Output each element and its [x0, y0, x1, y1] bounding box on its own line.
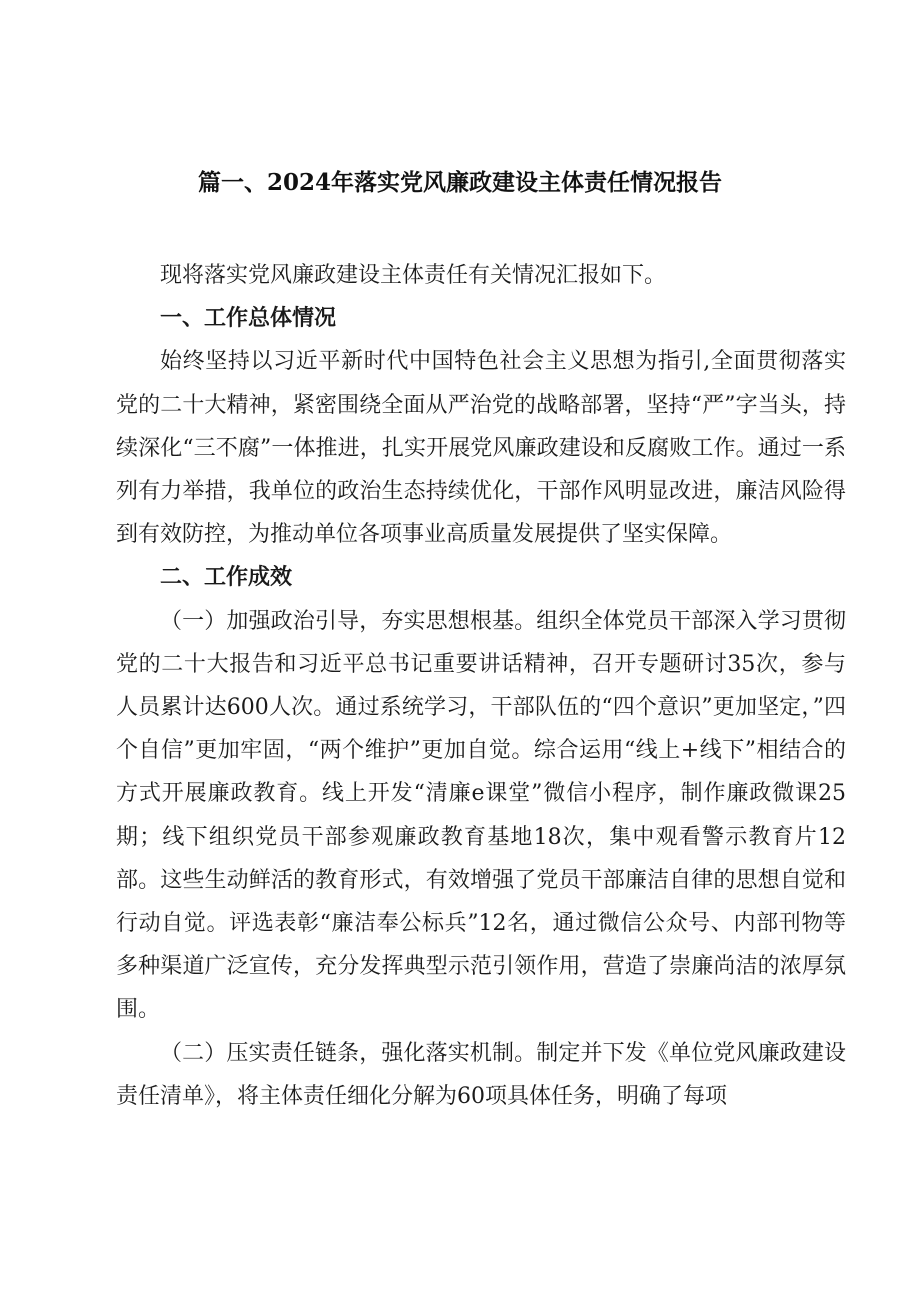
section-heading-results: 二、工作成效 [160, 565, 293, 591]
results-paragraph-2: （二）压实责任链条，强化落实机制。制定并下发《单位党风廉政建设责任清单》，将主体责任细化分解为60项具体任务，明确了每项 [116, 1040, 846, 1109]
section-heading-overview: 一、工作总体情况 [160, 306, 337, 332]
document-body [116, 254, 846, 1118]
overview-paragraph: 始终坚持以习近平新时代中国特色社会主义思想为指引,全面贯彻落实党的二十大精神，紧密围绕全面从严治党的战略部署，坚持“严”字当头，持续深化“三不腐”一体推进，扎实开展党风廉政建设和反腐败工作。通过一系列有力举措，我单位的政治生态持续优化，干部作风明显改进，廉洁风险得到有效防控，为推动单位各项事业高质量发展提供了坚实保障。 [116, 349, 846, 548]
document-title: 篇一、2024年落实党风廉政建设主体责任情况报告 [197, 169, 722, 196]
results-paragraph-1: （一）加强政治引导，夯实思想根基。组织全体党员干部深入学习贯彻党的二十大报告和习近平总书记重要讲话精神，召开专题研讨35次，参与人员累计达600人次。通过系统学习，干部队伍的“四个意识”更加坚定，”四个自信”更加牢固，“两个维护”更加自觉。综合运用“线上+线下”相结合的方式开展廉政教育。线上开发“清廉e课堂”微信小程序，制作廉政微课25期；线下组织党员干部参观廉政教育基地18次，集中观看警示教育片12部。这些生动鲜活的教育形式，有效增强了党员干部廉洁自律的思想自觉和行动自觉。评选表彰“廉洁奉公标兵”12名，通过微信公众号、内部刊物等多种渠道广泛宣传，充分发挥典型示范引领作用，营造了崇廉尚洁的浓厚氛围。 [116, 608, 846, 1023]
intro-paragraph: 现将落实党风廉政建设主体责任有关情况汇报如下。 [160, 263, 667, 288]
